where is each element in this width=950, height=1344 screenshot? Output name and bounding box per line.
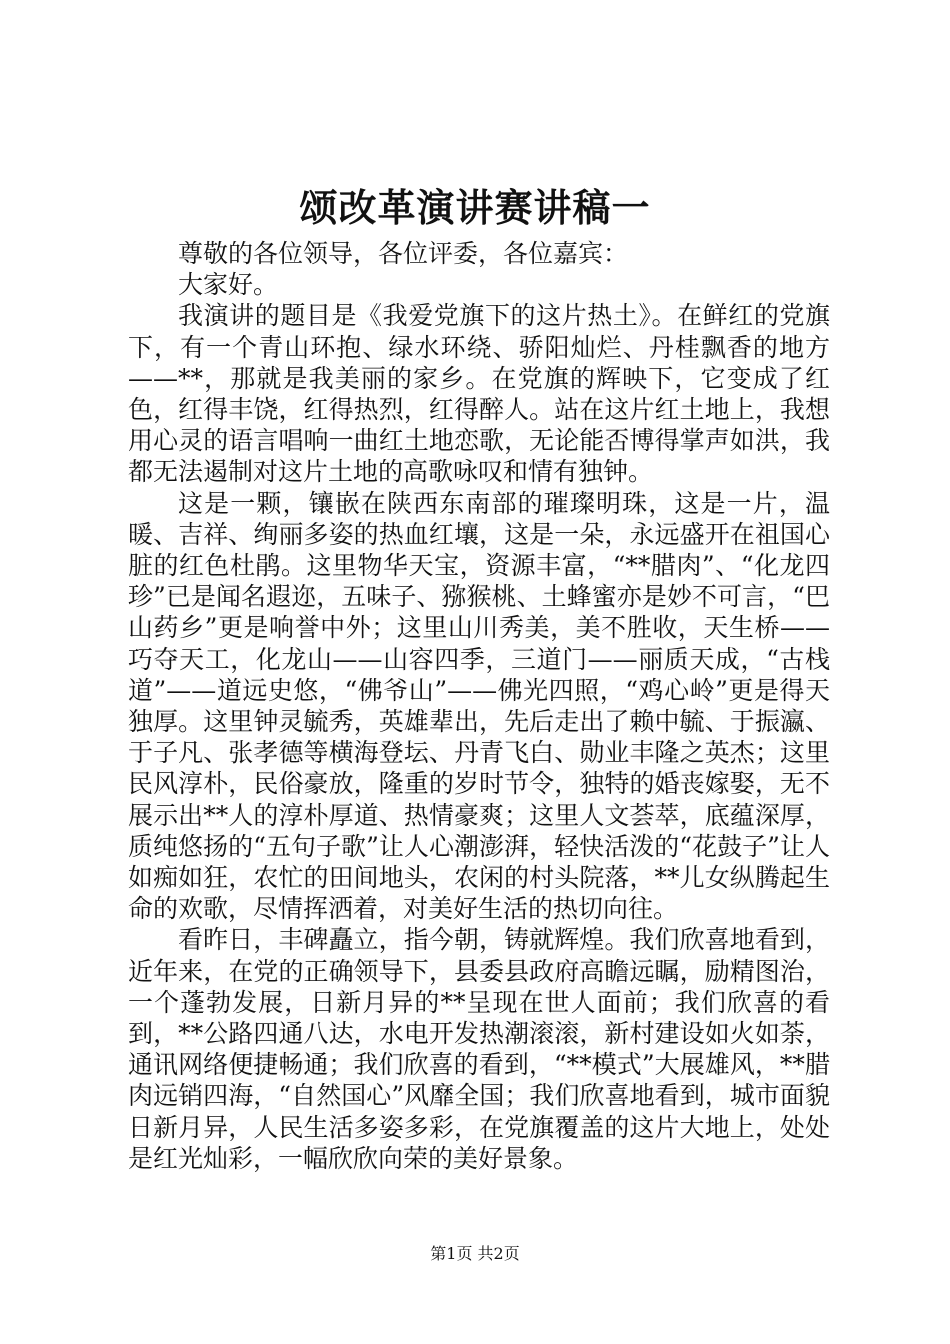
page-footer: 第1页 共2页 — [430, 1244, 520, 1263]
salutation-paragraph: 尊敬的各位领导，各位评委，各位嘉宾： — [178, 239, 629, 268]
document-body — [128, 238, 830, 1174]
body-paragraph: 这是一颗，镶嵌在陕西东南部的璀璨明珠，这是一片，温暖、吉祥、绚丽多姿的热血红壤，这是一朵，永远盛开在祖国心脏的红色杜鹃。这里物华天宝，资源丰富，“**腊肉”、“化龙四珍”已是闻名遐迩，五味子、猕猴桃、土蜂蜜亦是妙不可言，“巴山药乡”更是响誉中外；这里山川秀美，美不胜收，天生桥——巧夺天工，化龙山——山容四季，三道门——丽质天成，“古栈道”——道远史悠，“佛爷山”——佛光四照，“鸡心岭”更是得天独厚。这里钟灵毓秀，英雄辈出，先后走出了赖中毓、于振瀛、于子凡、张孝德等横海登坛、丹青飞白、勋业丰隆之英杰；这里民风淳朴，民俗豪放，隆重的岁时节令，独特的婚丧嫁娶，无不展示出**人的淳朴厚道、热情豪爽；这里人文荟萃，底蕴深厚，质纯悠扬的“五句子歌”让人心潮澎湃，轻快活泼的“花鼓子”让人如痴如狂，农忙的田间地头，农闲的村头院落，**儿女纵腾起生命的欢歌，尽情挥洒着，对美好生活的热切向往。 — [128, 488, 830, 924]
document-title: 颂改革演讲赛讲稿一 — [299, 185, 651, 230]
greeting-paragraph: 大家好。 — [178, 270, 279, 300]
body-paragraph: 我演讲的题目是《我爱党旗下的这片热土》。在鲜红的党旗下，有一个青山环抱、绿水环绕、骄阳灿烂、丹桂飘香的地方——**，那就是我美丽的家乡。在党旗的辉映下，它变成了红色，红得丰饶，红得热烈，红得醉人。站在这片红土地上，我想用心灵的语言唱响一曲红土地恋歌，无论能否博得掌声如洪，我都无法遏制对这片土地的高歌咏叹和情有独钟。 — [128, 301, 830, 487]
body-paragraph: 看昨日，丰碑矗立，指今朝，铸就辉煌。我们欣喜地看到，近年来，在党的正确领导下，县委县政府高瞻远瞩，励精图治，一个蓬勃发展，日新月异的**呈现在世人面前；我们欣喜的看到，**公路四通八达，水电开发热潮滚滚，新村建设如火如荼，通讯网络便捷畅通；我们欣喜的看到，“**模式”大展雄风，**腊肉远销四海，“自然国心”风靡全国；我们欣喜地看到，城市面貌日新月异，人民生活多姿多彩，在党旗覆盖的这片大地上，处处是红光灿彩，一幅欣欣向荣的美好景象。 — [128, 925, 830, 1173]
